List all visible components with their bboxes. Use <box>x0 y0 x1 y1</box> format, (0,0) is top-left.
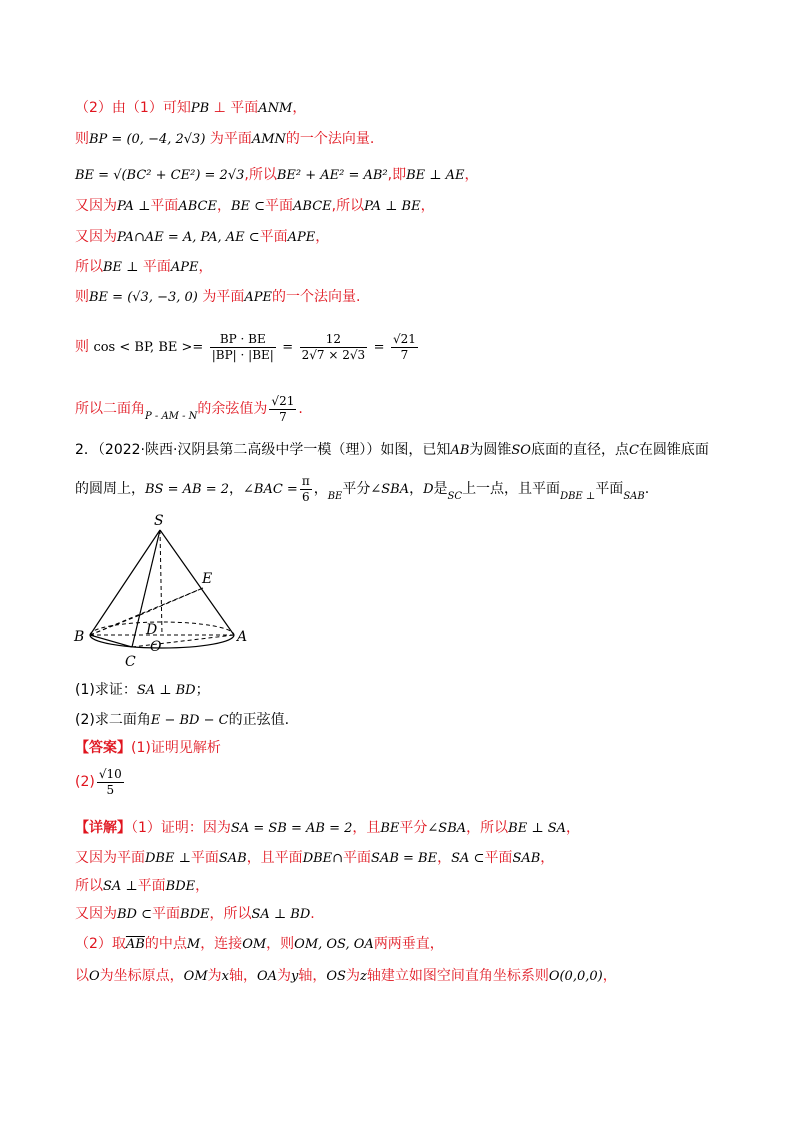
math: APE <box>170 260 199 275</box>
math: OS <box>326 969 346 984</box>
math: AB <box>450 443 470 458</box>
fraction <box>269 394 296 425</box>
detail-text: ，且 <box>352 820 381 836</box>
math: P - AM - N <box>145 411 198 422</box>
problem-text: ， <box>409 481 424 497</box>
detail-line-1 <box>75 818 580 839</box>
math: = <box>373 340 385 355</box>
problem-text: 的正弦值. <box>228 712 290 728</box>
sol-line-1 <box>75 98 306 119</box>
math: BE² + AE² = AB² <box>276 168 388 183</box>
sol-text: ,所以 <box>244 167 277 183</box>
sol-text: ,即 <box>387 167 407 183</box>
detail-text: ，所以 <box>466 820 509 836</box>
fraction-num: √10 <box>98 766 122 781</box>
math: D <box>423 482 434 497</box>
problem-text: 的圆周上， <box>75 481 145 497</box>
problem-line-2 <box>75 472 649 514</box>
math: SAB <box>623 491 645 502</box>
problem-text: 上一点，且平面 <box>462 481 561 497</box>
math: APE <box>244 290 272 305</box>
fraction-den: 6 <box>301 489 310 504</box>
sol-text: 的一个法向量. <box>271 289 361 305</box>
math: OM <box>183 969 208 984</box>
problem-text: (2)求二面角 <box>75 712 151 728</box>
math: BE ⊂ <box>230 199 266 214</box>
math: BDE <box>165 879 196 894</box>
sol-text: ， <box>198 259 213 275</box>
math: O <box>89 969 100 984</box>
sol-text: 平面 <box>150 198 179 214</box>
sol-text: 则 <box>75 289 89 305</box>
detail-text: ， <box>565 820 580 836</box>
detail-line-4 <box>75 904 315 925</box>
math: SAB <box>512 851 541 866</box>
detail-text: 平面 <box>137 878 166 894</box>
math: PA∩AE = A, PA, AE ⊂ <box>117 230 260 245</box>
problem-text: (1)求证： <box>75 682 137 698</box>
sol-text: 则 <box>75 131 89 147</box>
math: BE ⊥ AE <box>406 168 465 183</box>
fraction-num: 12 <box>300 332 368 348</box>
math: OM, OS, OA <box>294 937 374 952</box>
math: OM <box>242 937 267 952</box>
detail-text: （1）证明：因为 <box>131 820 231 836</box>
detail-text: 两两垂直， <box>373 936 444 952</box>
problem-text: 在圆锥底面 <box>638 442 709 458</box>
problem-text: 底面的直径，点 <box>530 442 629 458</box>
label-S: S <box>154 513 164 529</box>
problem-text: 平分 <box>342 481 371 497</box>
math: SO <box>511 443 531 458</box>
sol-text: 平面 <box>138 259 171 275</box>
math: M <box>186 937 201 952</box>
fraction-den: 7 <box>279 409 287 424</box>
problem-text: . <box>644 481 650 497</box>
detail-text: ，连接 <box>200 936 243 952</box>
detail-text: ， <box>437 850 452 866</box>
detail-text: 的中点 <box>144 936 187 952</box>
math: x <box>221 969 229 984</box>
detail-text: 轴， <box>228 968 257 984</box>
math: = <box>282 340 294 355</box>
math: PA ⊥ <box>117 199 151 214</box>
sol-text: 的一个法向量. <box>285 131 375 147</box>
problem-text: ； <box>195 682 210 698</box>
math: BE ⊥ <box>103 260 139 275</box>
math: BE ⊥ SA <box>508 821 566 836</box>
detail-text: ，所以 <box>209 906 252 922</box>
sol-line-8 <box>75 330 420 365</box>
math: ∠SBA <box>370 482 410 497</box>
sol-text: 则 <box>75 339 89 355</box>
sol-line-9 <box>75 392 303 434</box>
fraction <box>300 332 368 363</box>
sol-line-6 <box>75 257 212 278</box>
math: DBE∩ <box>302 851 344 866</box>
fraction <box>300 474 312 505</box>
problem-text: 平面 <box>595 481 624 497</box>
math: ANM <box>258 101 293 116</box>
math: BE <box>380 821 400 836</box>
answer-line-2 <box>75 765 126 799</box>
sol-line-4 <box>75 196 435 217</box>
answer-line-1 <box>75 738 221 758</box>
sol-text: 为平面 <box>205 131 252 147</box>
answer-text: (1)证明见解析 <box>131 740 221 756</box>
detail-text: ，且平面 <box>246 850 303 866</box>
label-A: A <box>237 629 248 645</box>
answer-tag: 【答案】 <box>75 740 131 756</box>
math: ABCE <box>293 199 332 214</box>
problem-text: 2．（2022·陕西·汉阴县第二高级中学一模（理））如图，已知 <box>75 442 451 458</box>
fraction-den: 7 <box>400 347 409 362</box>
height-SO <box>160 530 162 635</box>
fraction <box>97 767 124 798</box>
math: BD ⊂ <box>117 907 153 922</box>
detail-line-6 <box>75 966 617 987</box>
edge-SA <box>160 530 234 635</box>
math: SAB <box>218 851 247 866</box>
sol-text: 平面 <box>265 198 294 214</box>
sol-text: 平面 <box>259 229 288 245</box>
math: AMN <box>251 132 286 147</box>
math: BE = (√3, −3, 0) <box>89 290 198 305</box>
detail-text: 平分 <box>399 820 428 836</box>
detail-text: . <box>310 906 315 922</box>
problem-line-1 <box>75 440 709 461</box>
math: z <box>359 969 367 984</box>
math: BS = AB = 2 <box>145 482 229 497</box>
detail-text: 所以 <box>75 878 103 894</box>
sol-text: 所以二面角 <box>75 401 145 417</box>
fraction-den: |BP| · |BE| <box>211 347 274 362</box>
fraction <box>210 332 276 363</box>
math: SC <box>447 491 463 502</box>
problem-text: 是 <box>433 481 448 497</box>
math: SA ⊥ <box>103 879 138 894</box>
detail-text: 平面 <box>484 850 513 866</box>
sol-text: ⊥ 平面 <box>209 100 259 116</box>
sol-text: ， <box>216 198 231 214</box>
detail-text: （2）取 <box>75 936 126 952</box>
detail-text: 为坐标原点， <box>99 968 184 984</box>
sol-text: ， <box>464 167 479 183</box>
detail-text: 为 <box>207 968 222 984</box>
detail-text: 轴建立如图空间直角坐标系则 <box>366 968 549 984</box>
math: SA ⊥ BD <box>136 683 196 698</box>
cone-figure <box>72 510 252 675</box>
sol-text: 所以 <box>75 259 103 275</box>
label-E: E <box>202 571 213 587</box>
math: SA ⊂ <box>451 851 485 866</box>
math: ∠BAC = <box>243 482 298 497</box>
detail-text: ，则 <box>266 936 295 952</box>
detail-line-2 <box>75 848 554 869</box>
fraction-den: 2√7 × 2√3 <box>301 347 366 362</box>
sol-text: ， <box>315 229 330 245</box>
math: E − BD − C <box>150 713 229 728</box>
math: BE <box>327 491 343 502</box>
math: PA ⊥ BE <box>364 199 421 214</box>
detail-tag: 【详解】 <box>75 820 131 836</box>
math: SA ⊥ BD <box>251 907 311 922</box>
math: BP = (0, −4, 2√3) <box>89 132 206 147</box>
detail-text: 以 <box>75 968 89 984</box>
detail-text: 平面 <box>152 906 181 922</box>
math: BDE <box>180 907 210 922</box>
label-D: D <box>146 622 158 638</box>
detail-text: 轴， <box>298 968 327 984</box>
detail-text: 平面 <box>190 850 219 866</box>
question-2 <box>75 710 289 731</box>
detail-line-5 <box>75 934 444 955</box>
fraction-num: π <box>301 473 310 488</box>
math: PB <box>190 101 210 116</box>
sol-text: 的余弦值为 <box>197 401 268 417</box>
math: ∠SBA <box>427 821 467 836</box>
math: ABCE <box>178 199 217 214</box>
detail-text: 又因为 <box>75 906 117 922</box>
fraction-num: BP · BE <box>210 332 276 348</box>
math: O(0,0,0) <box>548 969 603 984</box>
problem-text: ， <box>229 481 243 497</box>
math: SA = SB = AB = 2 <box>230 821 353 836</box>
sol-text: ， <box>420 198 435 214</box>
label-C: C <box>125 654 136 670</box>
sol-line-3 <box>75 165 479 186</box>
math: APE <box>287 230 316 245</box>
fraction-den: 5 <box>106 782 115 797</box>
sol-text: . <box>298 401 303 417</box>
problem-text: ， <box>313 481 328 497</box>
sol-line-5 <box>75 227 329 248</box>
math-arc: $\overline{AB}$ <box>125 937 145 952</box>
label-B: B <box>74 629 85 645</box>
sol-text: 为平面 <box>197 289 245 305</box>
math: y <box>291 969 299 984</box>
sol-text: 又因为 <box>75 229 117 245</box>
detail-text: ， <box>195 878 210 894</box>
edge-SB <box>90 530 160 635</box>
math: DBE ⊥ <box>560 491 596 502</box>
fraction <box>391 332 418 363</box>
fraction-num: √21 <box>271 393 295 408</box>
sol-line-2 <box>75 129 374 150</box>
line-DE <box>140 588 203 615</box>
detail-text: ， <box>540 850 555 866</box>
detail-text: 为 <box>277 968 292 984</box>
math: SAB = BE <box>371 851 438 866</box>
problem-text: 为圆锥 <box>469 442 512 458</box>
answer-text: (2) <box>75 774 95 790</box>
sol-text: （2）由（1）可知 <box>75 100 191 116</box>
math: BE = √(BC² + CE²) = 2√3 <box>75 168 245 183</box>
math: C <box>628 443 639 458</box>
detail-text: 平面 <box>343 850 372 866</box>
sol-line-7 <box>75 287 360 308</box>
sol-text: ,所以 <box>331 198 365 214</box>
detail-text: ， <box>602 968 617 984</box>
fraction-num: √21 <box>392 331 416 346</box>
math: DBE ⊥ <box>145 851 191 866</box>
math: OA <box>256 969 278 984</box>
sol-text: ， <box>292 100 307 116</box>
math: cos < BP, BE >= <box>93 340 204 355</box>
detail-line-3 <box>75 876 209 897</box>
question-1 <box>75 680 210 701</box>
label-O: O <box>150 639 162 655</box>
detail-text: 又因为平面 <box>75 850 145 866</box>
detail-text: 为 <box>345 968 360 984</box>
sol-text: 又因为 <box>75 198 117 214</box>
